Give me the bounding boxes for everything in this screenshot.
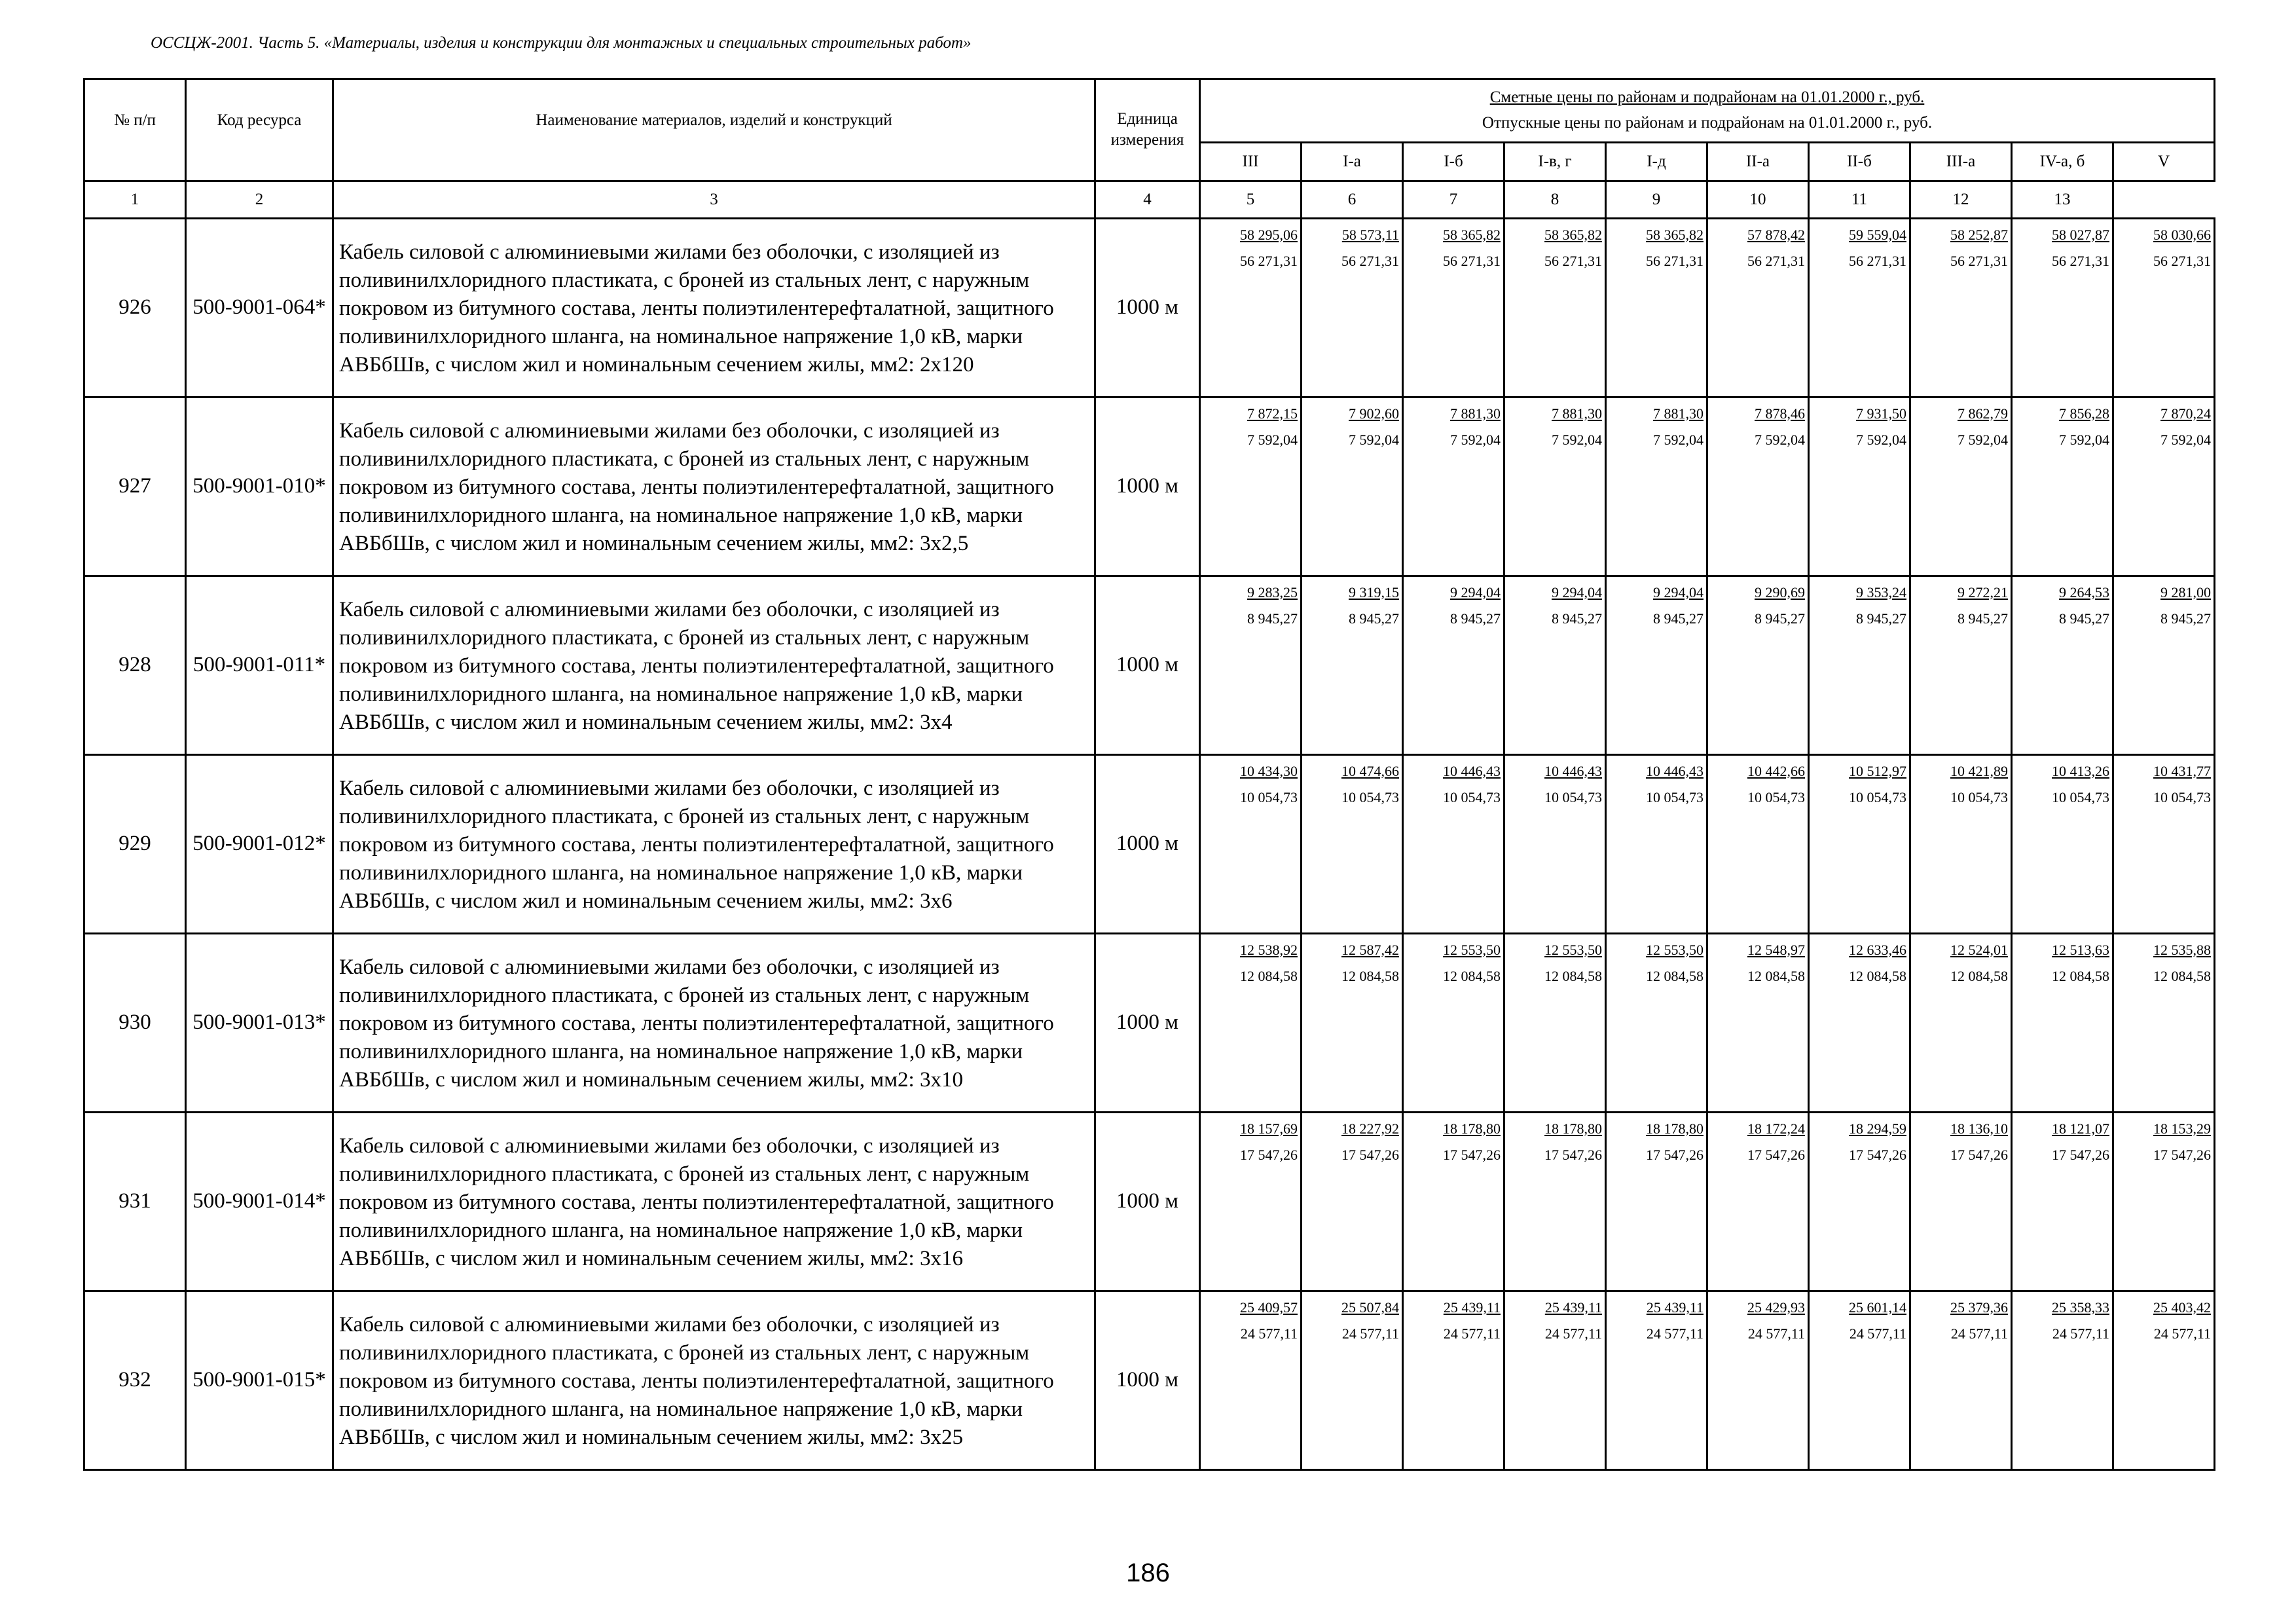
estimate-price: 10 474,66	[1341, 762, 1399, 779]
price-cell	[2113, 1291, 2215, 1469]
release-price: 24 577,11	[1950, 1325, 2008, 1342]
estimate-price: 7 870,24	[2160, 405, 2212, 422]
column-number: 5	[1200, 181, 1302, 218]
release-price: 24 577,11	[1646, 1325, 1704, 1342]
release-price: 10 054,73	[1544, 788, 1602, 805]
release-price: 7 592,04	[1552, 431, 1602, 448]
price-cell	[1403, 1112, 1504, 1291]
release-price: 7 592,04	[1958, 431, 2008, 448]
column-numbers-row	[84, 181, 2215, 218]
price-cell	[1606, 1112, 1707, 1291]
price-cell	[1302, 397, 1403, 576]
price-cell	[1707, 1291, 1809, 1469]
price-table	[83, 78, 2215, 1471]
estimate-price: 10 434,30	[1240, 762, 1298, 779]
release-price: 56 271,31	[2153, 252, 2212, 269]
release-price: 17 547,26	[1646, 1146, 1704, 1163]
price-cell	[1707, 576, 1809, 754]
release-price: 10 054,73	[1646, 788, 1704, 805]
resource-code: 500-9001-064*	[186, 218, 333, 397]
release-price: 8 945,27	[1755, 610, 1805, 627]
price-cell	[2012, 218, 2113, 397]
material-name: Кабель силовой с алюминиевыми жилами без оболочки, с изоляцией из поливинилхлоридного пластиката, с броней из стальных лент, с наружным покровом из битумного состава, ленты полиэтилентерефталатной, защитного поливинилхлоридного шланга, на номинальное напряжение 1,0 кВ, марки АВБбШв, с числом жил и номинальным сечением жилы, мм2: 3х6	[333, 754, 1095, 933]
price-cell	[1910, 754, 2012, 933]
release-price: 8 945,27	[1450, 610, 1501, 627]
release-price: 24 577,11	[1544, 1325, 1602, 1342]
price-cell	[2012, 754, 2113, 933]
material-name: Кабель силовой с алюминиевыми жилами без оболочки, с изоляцией из поливинилхлоридного пластиката, с броней из стальных лент, с наружным покровом из битумного состава, ленты полиэтилентерефталатной, защитного поливинилхлоридного шланга, на номинальное напряжение 1,0 кВ, марки АВБбШв, с числом жил и номинальным сечением жилы, мм2: 3х16	[333, 1112, 1095, 1291]
unit-of-measure: 1000 м	[1095, 1291, 1200, 1469]
zone-header: I-б	[1403, 142, 1504, 181]
zone-header: III	[1200, 142, 1302, 181]
unit-of-measure: 1000 м	[1095, 576, 1200, 754]
price-cell	[1809, 1291, 1910, 1469]
price-cell	[1200, 397, 1302, 576]
release-price: 56 271,31	[1443, 252, 1501, 269]
table-row	[84, 576, 2215, 754]
release-price: 24 577,11	[1341, 1325, 1399, 1342]
row-number: 928	[84, 576, 186, 754]
release-price: 12 084,58	[1544, 967, 1602, 984]
estimate-price: 18 178,80	[1646, 1120, 1704, 1137]
row-number: 927	[84, 397, 186, 576]
release-price: 7 592,04	[2160, 431, 2212, 448]
price-cell	[1910, 397, 2012, 576]
price-cell	[1910, 218, 2012, 397]
release-price: 10 054,73	[1849, 788, 1906, 805]
release-price: 56 271,31	[1646, 252, 1704, 269]
release-price: 17 547,26	[1849, 1146, 1906, 1163]
estimate-price: 57 878,42	[1747, 226, 1805, 243]
price-cell	[1707, 1112, 1809, 1291]
release-price: 24 577,11	[2153, 1325, 2212, 1342]
estimate-price: 12 535,88	[2153, 941, 2212, 958]
material-name: Кабель силовой с алюминиевыми жилами без оболочки, с изоляцией из поливинилхлоридного пластиката, с броней из стальных лент, с наружным покровом из битумного состава, ленты полиэтилентерефталатной, защитного поливинилхлоридного шланга, на номинальное напряжение 1,0 кВ, марки АВБбШв, с числом жил и номинальным сечением жилы, мм2: 3х25	[333, 1291, 1095, 1469]
estimate-price: 59 559,04	[1849, 226, 1906, 243]
price-cell	[2113, 754, 2215, 933]
release-price: 56 271,31	[1240, 252, 1298, 269]
release-price: 8 945,27	[1653, 610, 1704, 627]
column-number: 9	[1606, 181, 1707, 218]
price-cell	[1200, 933, 1302, 1112]
price-cell	[2113, 933, 2215, 1112]
price-cell	[1302, 218, 1403, 397]
zone-header: III-а	[1910, 142, 2012, 181]
release-price: 8 945,27	[1247, 610, 1298, 627]
price-cell	[1606, 576, 1707, 754]
release-price: 10 054,73	[1443, 788, 1501, 805]
price-cell	[1403, 1291, 1504, 1469]
estimate-price: 58 295,06	[1240, 226, 1298, 243]
estimate-price: 7 872,15	[1247, 405, 1298, 422]
zone-header: I-а	[1302, 142, 1403, 181]
header-unit	[1095, 79, 1200, 181]
price-cell	[1200, 218, 1302, 397]
release-price: 7 592,04	[1450, 431, 1501, 448]
release-price: 10 054,73	[2153, 788, 2212, 805]
resource-code: 500-9001-013*	[186, 933, 333, 1112]
row-number: 931	[84, 1112, 186, 1291]
zone-header: I-д	[1606, 142, 1707, 181]
release-price: 8 945,27	[1856, 610, 1906, 627]
material-name: Кабель силовой с алюминиевыми жилами без оболочки, с изоляцией из поливинилхлоридного пластиката, с броней из стальных лент, с наружным покровом из битумного состава, ленты полиэтилентерефталатной, защитного поливинилхлоридного шланга, на номинальное напряжение 1,0 кВ, марки АВБбШв, с числом жил и номинальным сечением жилы, мм2: 3х10	[333, 933, 1095, 1112]
estimate-price: 7 862,79	[1958, 405, 2008, 422]
estimate-price: 7 881,30	[1653, 405, 1704, 422]
estimate-price: 58 573,11	[1341, 226, 1399, 243]
header-estimate-prices: Сметные цены по районам и подрайонам на 01.01.2000 г., руб.	[1489, 88, 1925, 106]
price-cell	[1504, 218, 1606, 397]
estimate-price: 18 153,29	[2153, 1120, 2212, 1137]
estimate-price: 7 902,60	[1349, 405, 1399, 422]
zone-header: II-а	[1707, 142, 1809, 181]
price-cell	[1200, 576, 1302, 754]
price-cell	[1302, 1112, 1403, 1291]
release-price: 17 547,26	[1443, 1146, 1501, 1163]
column-number: 13	[2012, 181, 2113, 218]
release-price: 17 547,26	[1747, 1146, 1805, 1163]
estimate-price: 58 365,82	[1443, 226, 1501, 243]
release-price: 12 084,58	[1443, 967, 1501, 984]
estimate-price: 12 633,46	[1849, 941, 1906, 958]
page-number: 186	[1126, 1559, 1170, 1587]
estimate-price: 10 421,89	[1950, 762, 2008, 779]
estimate-price: 18 178,80	[1443, 1120, 1501, 1137]
release-price: 7 592,04	[1349, 431, 1399, 448]
estimate-price: 25 507,84	[1341, 1299, 1399, 1316]
estimate-price: 10 442,66	[1747, 762, 1805, 779]
table-row	[84, 754, 2215, 933]
release-price: 17 547,26	[2153, 1146, 2212, 1163]
column-number: 4	[1095, 181, 1200, 218]
estimate-price: 18 157,69	[1240, 1120, 1298, 1137]
price-cell	[2113, 576, 2215, 754]
price-cell	[1504, 397, 1606, 576]
estimate-price: 9 294,04	[1653, 583, 1704, 600]
row-number: 926	[84, 218, 186, 397]
estimate-price: 25 439,11	[1443, 1299, 1501, 1316]
estimate-price: 12 587,42	[1341, 941, 1399, 958]
estimate-price: 10 512,97	[1849, 762, 1906, 779]
estimate-price: 10 446,43	[1443, 762, 1501, 779]
release-price: 8 945,27	[1552, 610, 1602, 627]
resource-code: 500-9001-012*	[186, 754, 333, 933]
price-cell	[1504, 1291, 1606, 1469]
unit-of-measure: 1000 м	[1095, 933, 1200, 1112]
price-cell	[2012, 1291, 2113, 1469]
price-cell	[1504, 576, 1606, 754]
header-unit-line1: Единица	[1117, 109, 1178, 128]
estimate-price: 9 319,15	[1349, 583, 1399, 600]
estimate-price: 7 856,28	[2059, 405, 2109, 422]
release-price: 8 945,27	[2160, 610, 2212, 627]
price-cell	[1403, 397, 1504, 576]
price-cell	[2012, 397, 2113, 576]
price-cell	[1809, 218, 1910, 397]
release-price: 56 271,31	[1950, 252, 2008, 269]
header-unit-line2: измерения	[1110, 131, 1184, 149]
column-number: 11	[1809, 181, 1910, 218]
price-cell	[1809, 576, 1910, 754]
price-cell	[1504, 754, 1606, 933]
price-cell	[1910, 933, 2012, 1112]
document-header: ОССЦЖ-2001. Часть 5. «Материалы, изделия и конструкции для монтажных и специальных строительных работ»	[151, 34, 972, 52]
estimate-price: 58 365,82	[1544, 226, 1602, 243]
price-cell	[1809, 754, 1910, 933]
column-number: 10	[1707, 181, 1809, 218]
price-cell	[1707, 397, 1809, 576]
price-cell	[1910, 1112, 2012, 1291]
estimate-price: 10 431,77	[2153, 762, 2212, 779]
release-price: 12 084,58	[1240, 967, 1298, 984]
estimate-price: 12 524,01	[1950, 941, 2008, 958]
release-price: 17 547,26	[2052, 1146, 2109, 1163]
estimate-price: 25 379,36	[1950, 1299, 2008, 1316]
release-price: 10 054,73	[1950, 788, 2008, 805]
price-cell	[1606, 397, 1707, 576]
price-cell	[1606, 218, 1707, 397]
price-cell	[2113, 397, 2215, 576]
unit-of-measure: 1000 м	[1095, 397, 1200, 576]
price-cell	[1403, 576, 1504, 754]
release-price: 17 547,26	[1950, 1146, 2008, 1163]
estimate-price: 9 294,04	[1552, 583, 1602, 600]
price-cell	[1809, 397, 1910, 576]
estimate-price: 12 553,50	[1544, 941, 1602, 958]
table-row	[84, 397, 2215, 576]
zone-header: IV-а, б	[2012, 142, 2113, 181]
material-name: Кабель силовой с алюминиевыми жилами без оболочки, с изоляцией из поливинилхлоридного пластиката, с броней из стальных лент, с наружным покровом из битумного состава, ленты полиэтилентерефталатной, защитного поливинилхлоридного шланга, на номинальное напряжение 1,0 кВ, марки АВБбШв, с числом жил и номинальным сечением жилы, мм2: 3х2,5	[333, 397, 1095, 576]
release-price: 24 577,11	[1747, 1325, 1805, 1342]
estimate-price: 58 027,87	[2052, 226, 2109, 243]
column-number: 1	[84, 181, 186, 218]
unit-of-measure: 1000 м	[1095, 1112, 1200, 1291]
estimate-price: 12 513,63	[2052, 941, 2109, 958]
release-price: 10 054,73	[1341, 788, 1399, 805]
resource-code: 500-9001-011*	[186, 576, 333, 754]
release-price: 24 577,11	[1849, 1325, 1906, 1342]
table-row	[84, 1291, 2215, 1469]
release-price: 7 592,04	[1653, 431, 1704, 448]
price-cell	[1606, 933, 1707, 1112]
price-cell	[1707, 218, 1809, 397]
release-price: 7 592,04	[2059, 431, 2109, 448]
unit-of-measure: 1000 м	[1095, 218, 1200, 397]
release-price: 10 054,73	[1747, 788, 1805, 805]
release-price: 12 084,58	[1646, 967, 1704, 984]
table-row	[84, 1112, 2215, 1291]
estimate-price: 25 409,57	[1240, 1299, 1298, 1316]
row-number: 932	[84, 1291, 186, 1469]
estimate-price: 18 294,59	[1849, 1120, 1906, 1137]
estimate-price: 9 281,00	[2160, 583, 2212, 600]
estimate-price: 18 178,80	[1544, 1120, 1602, 1137]
estimate-price: 18 227,92	[1341, 1120, 1399, 1137]
release-price: 17 547,26	[1544, 1146, 1602, 1163]
price-cell	[2012, 933, 2113, 1112]
price-cell	[1606, 754, 1707, 933]
release-price: 7 592,04	[1247, 431, 1298, 448]
estimate-price: 12 553,50	[1646, 941, 1704, 958]
price-cell	[1809, 1112, 1910, 1291]
estimate-price: 18 136,10	[1950, 1120, 2008, 1137]
release-price: 17 547,26	[1240, 1146, 1298, 1163]
release-price: 17 547,26	[1341, 1146, 1399, 1163]
estimate-price: 58 365,82	[1646, 226, 1704, 243]
release-price: 8 945,27	[1349, 610, 1399, 627]
estimate-price: 9 272,21	[1958, 583, 2008, 600]
zone-header: II-б	[1809, 142, 1910, 181]
release-price: 12 084,58	[2153, 967, 2212, 984]
release-price: 56 271,31	[1747, 252, 1805, 269]
release-price: 56 271,31	[1341, 252, 1399, 269]
estimate-price: 7 931,50	[1856, 405, 1906, 422]
estimate-price: 12 548,97	[1747, 941, 1805, 958]
estimate-price: 18 172,24	[1747, 1120, 1805, 1137]
estimate-price: 10 413,26	[2052, 762, 2109, 779]
estimate-price: 9 294,04	[1450, 583, 1501, 600]
release-price: 10 054,73	[2052, 788, 2109, 805]
estimate-price: 58 252,87	[1950, 226, 2008, 243]
column-number: 8	[1504, 181, 1606, 218]
resource-code: 500-9001-015*	[186, 1291, 333, 1469]
price-cell	[1302, 754, 1403, 933]
price-cell	[1910, 1291, 2012, 1469]
estimate-price: 12 553,50	[1443, 941, 1501, 958]
estimate-price: 9 264,53	[2059, 583, 2109, 600]
estimate-price: 7 881,30	[1552, 405, 1602, 422]
price-cell	[1504, 1112, 1606, 1291]
price-cell	[1707, 933, 1809, 1112]
header-release-prices: Отпускные цены по районам и подрайонам на 01.01.2000 г., руб.	[1482, 113, 1933, 132]
header-row	[84, 79, 2215, 143]
release-price: 56 271,31	[1544, 252, 1602, 269]
estimate-price: 25 439,11	[1646, 1299, 1704, 1316]
price-cell	[1302, 1291, 1403, 1469]
estimate-price: 9 353,24	[1856, 583, 1906, 600]
price-cell	[1403, 218, 1504, 397]
resource-code: 500-9001-010*	[186, 397, 333, 576]
material-name: Кабель силовой с алюминиевыми жилами без оболочки, с изоляцией из поливинилхлоридного пластиката, с броней из стальных лент, с наружным покровом из битумного состава, ленты полиэтилентерефталатной, защитного поливинилхлоридного шланга, на номинальное напряжение 1,0 кВ, марки АВБбШв, с числом жил и номинальным сечением жилы, мм2: 3х4	[333, 576, 1095, 754]
estimate-price: 10 446,43	[1646, 762, 1704, 779]
estimate-price: 7 878,46	[1755, 405, 1805, 422]
price-cell	[1403, 754, 1504, 933]
resource-code: 500-9001-014*	[186, 1112, 333, 1291]
release-price: 8 945,27	[2059, 610, 2109, 627]
table-row	[84, 218, 2215, 397]
release-price: 12 084,58	[2052, 967, 2109, 984]
estimate-price: 25 439,11	[1544, 1299, 1602, 1316]
row-number: 930	[84, 933, 186, 1112]
price-cell	[2113, 218, 2215, 397]
release-price: 56 271,31	[1849, 252, 1906, 269]
release-price: 12 084,58	[1950, 967, 2008, 984]
estimate-price: 18 121,07	[2052, 1120, 2109, 1137]
release-price: 12 084,58	[1849, 967, 1906, 984]
release-price: 12 084,58	[1341, 967, 1399, 984]
price-cell	[1403, 933, 1504, 1112]
estimate-price: 25 358,33	[2052, 1299, 2109, 1316]
header-prices	[1200, 79, 2215, 143]
estimate-price: 25 429,93	[1747, 1299, 1805, 1316]
price-cell	[1200, 754, 1302, 933]
price-cell	[1302, 576, 1403, 754]
estimate-price: 25 601,14	[1849, 1299, 1906, 1316]
unit-of-measure: 1000 м	[1095, 754, 1200, 933]
estimate-price: 7 881,30	[1450, 405, 1501, 422]
estimate-price: 12 538,92	[1240, 941, 1298, 958]
release-price: 24 577,11	[2052, 1325, 2109, 1342]
column-number: 3	[333, 181, 1095, 218]
release-price: 8 945,27	[1958, 610, 2008, 627]
price-cell	[2012, 576, 2113, 754]
price-cell	[1910, 576, 2012, 754]
header-num: № п/п	[84, 79, 186, 181]
column-number: 7	[1403, 181, 1504, 218]
header-code: Код ресурса	[186, 79, 333, 181]
price-cell	[1504, 933, 1606, 1112]
estimate-price: 25 403,42	[2153, 1299, 2212, 1316]
zone-header: I-в, г	[1504, 142, 1606, 181]
price-cell	[1809, 933, 1910, 1112]
price-cell	[1302, 933, 1403, 1112]
column-number: 12	[1910, 181, 2012, 218]
table-row	[84, 933, 2215, 1112]
row-number: 929	[84, 754, 186, 933]
estimate-price: 58 030,66	[2153, 226, 2212, 243]
estimate-price: 10 446,43	[1544, 762, 1602, 779]
price-cell	[1707, 754, 1809, 933]
estimate-price: 9 290,69	[1755, 583, 1805, 600]
release-price: 56 271,31	[2052, 252, 2109, 269]
release-price: 7 592,04	[1755, 431, 1805, 448]
release-price: 24 577,11	[1443, 1325, 1501, 1342]
release-price: 7 592,04	[1856, 431, 1906, 448]
material-name: Кабель силовой с алюминиевыми жилами без оболочки, с изоляцией из поливинилхлоридного пластиката, с броней из стальных лент, с наружным покровом из битумного состава, ленты полиэтилентерефталатной, защитного поливинилхлоридного шланга, на номинальное напряжение 1,0 кВ, марки АВБбШв, с числом жил и номинальным сечением жилы, мм2: 2х120	[333, 218, 1095, 397]
column-number: 6	[1302, 181, 1403, 218]
price-cell	[1606, 1291, 1707, 1469]
release-price: 10 054,73	[1240, 788, 1298, 805]
column-number: 2	[186, 181, 333, 218]
estimate-price: 9 283,25	[1247, 583, 1298, 600]
price-cell	[1200, 1112, 1302, 1291]
price-cell	[2113, 1112, 2215, 1291]
price-cell	[1200, 1291, 1302, 1469]
price-cell	[2012, 1112, 2113, 1291]
release-price: 12 084,58	[1747, 967, 1805, 984]
release-price: 24 577,11	[1240, 1325, 1298, 1342]
header-name: Наименование материалов, изделий и конструкций	[333, 79, 1095, 181]
zone-header: V	[2113, 142, 2215, 181]
